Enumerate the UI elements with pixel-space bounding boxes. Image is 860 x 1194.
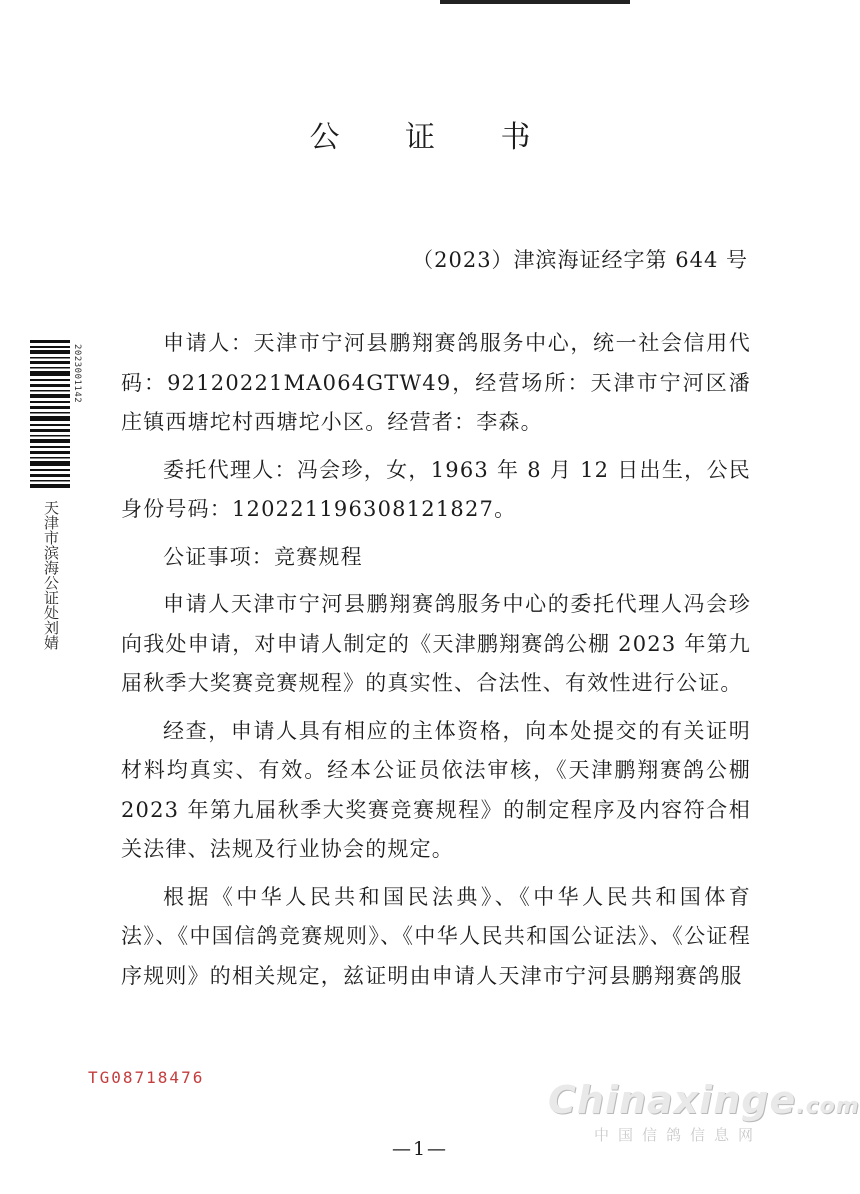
page-title: 公 证 书	[309, 120, 559, 155]
certificate-body	[121, 324, 751, 1004]
site-watermark	[548, 1078, 860, 1145]
application-paragraph: 申请人天津市宁河县鹏翔赛鸽服务中心的委托代理人冯会珍向我处申请，对申请人制定的《天津鹏翔赛鸽公棚 2023 年第九届秋季大奖赛竞赛规程》的真实性、合法性、有效性进行公证。	[121, 592, 751, 695]
watermark-logo	[548, 1078, 860, 1122]
side-signature-stamp: 天津市滨海公证处刘婧	[42, 500, 60, 650]
verification-paragraph: 经查，申请人具有相应的主体资格，向本处提交的有关证明材料均真实、有效。经本公证员依法审核，《天津鹏翔赛鸽公棚 2023 年第九届秋季大奖赛竞赛规程》的制定程序及内容符合相关法律、法规及行业协会的规定。	[121, 718, 751, 861]
matter-paragraph: 公证事项：竞赛规程	[163, 544, 363, 569]
basis-paragraph: 根据《中华人民共和国民法典》、《中华人民共和国体育法》、《中国信鸽竞赛规则》、《中华人民共和国公证法》、《公证程序规则》的相关规定，兹证明由申请人天津市宁河县鹏翔赛鸽服	[121, 884, 751, 988]
watermark-domain: .com	[796, 1094, 860, 1119]
agent-paragraph: 委托代理人：冯会珍，女，1963 年 8 月 12 日出生，公民身份号码：120221196308121827。	[121, 457, 751, 521]
serial-number: TG08718476	[88, 1068, 205, 1087]
barcode-icon	[30, 340, 70, 488]
watermark-subtitle: 中国信鸽信息网	[593, 1126, 762, 1144]
page-number: —1—	[391, 1138, 449, 1160]
document-number: （2023）津滨海证经字第 644 号	[412, 248, 748, 272]
top-edge-mark	[440, 0, 630, 4]
barcode-label	[30, 340, 80, 490]
applicant-paragraph: 申请人：天津市宁河县鹏翔赛鸽服务中心，统一社会信用代码：92120221MA064GTW49，经营场所：天津市宁河区潘庄镇西塘坨村西塘坨小区。经营者：李森。	[121, 331, 751, 434]
barcode-number: 2023001142	[72, 344, 82, 404]
watermark-logo-text: Chinaxinge	[548, 1078, 797, 1122]
